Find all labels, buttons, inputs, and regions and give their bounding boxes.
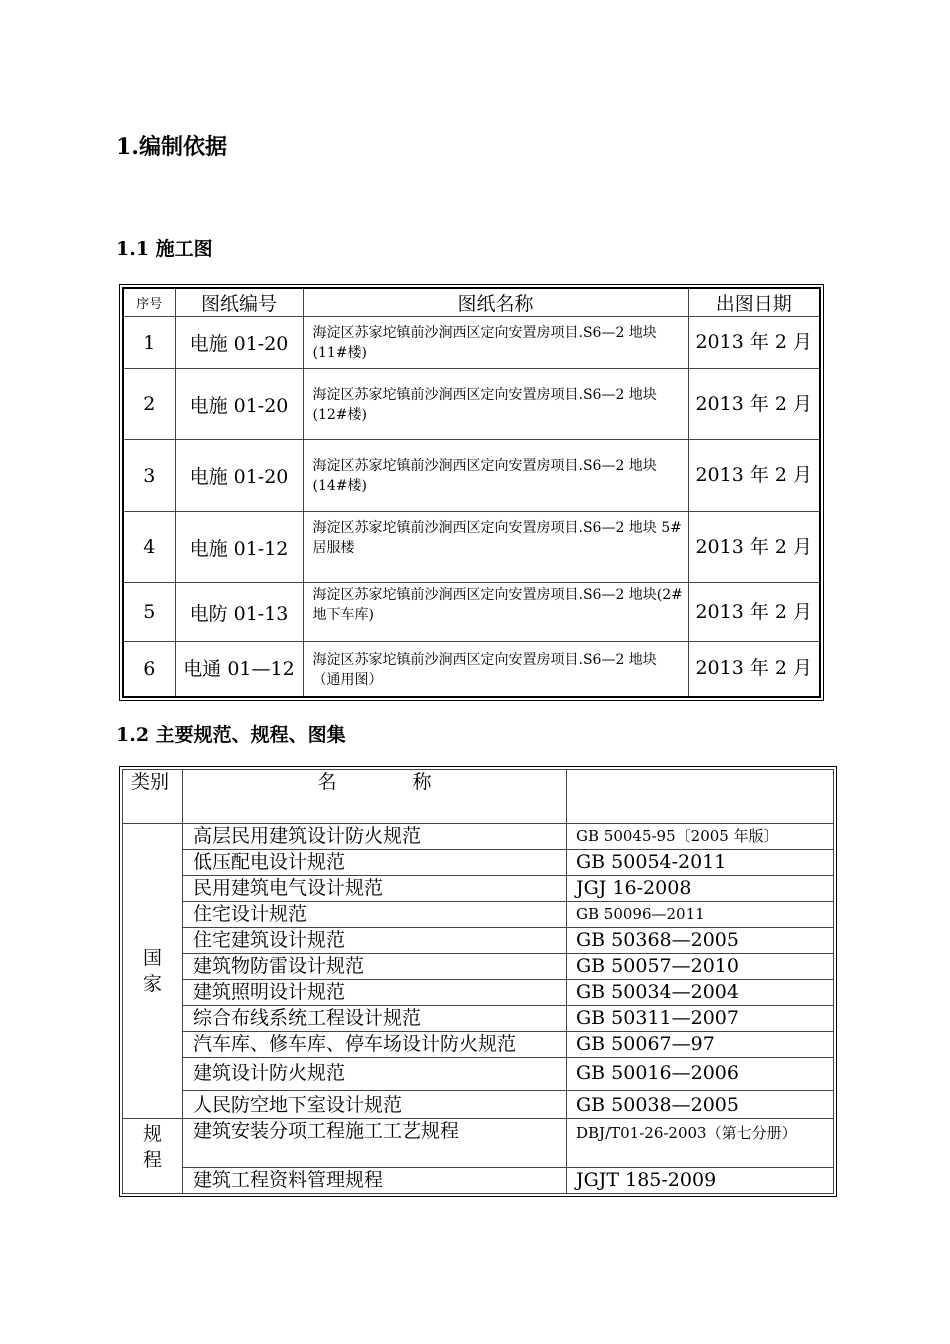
row-name: 海淀区苏家坨镇前沙涧西区定向安置房项目.S6—2 地块(11#楼) bbox=[303, 317, 688, 369]
row-date: 2013 年 2 月 bbox=[688, 512, 820, 583]
row-name: 海淀区苏家坨镇前沙涧西区定向安置房项目.S6—2 地块(14#楼) bbox=[303, 440, 688, 512]
row-name: 海淀区苏家坨镇前沙涧西区定向安置房项目.S6—2 地块（通用图） bbox=[303, 642, 688, 697]
table-row bbox=[123, 1058, 834, 1091]
table-row bbox=[123, 583, 820, 642]
table-row bbox=[123, 1032, 834, 1058]
row-code: 电施 01-20 bbox=[175, 317, 303, 369]
category-national-text: 国家 bbox=[142, 947, 162, 995]
standard-code: GB 50045-95〔2005 年版〕 bbox=[567, 824, 834, 850]
standard-code: JGJ 16-2008 bbox=[567, 876, 834, 902]
table-row bbox=[123, 1006, 834, 1032]
standard-code: GB 50067—97 bbox=[567, 1032, 834, 1058]
standard-name: 高层民用建筑设计防火规范 bbox=[183, 824, 567, 850]
row-code: 电通 01—12 bbox=[175, 642, 303, 697]
table-header-row bbox=[123, 288, 820, 317]
table-row bbox=[123, 1119, 834, 1168]
table-row bbox=[123, 1091, 834, 1119]
table-row bbox=[123, 980, 834, 1006]
standard-code: GB 50311—2007 bbox=[567, 1006, 834, 1032]
standard-code: GB 50016—2006 bbox=[567, 1058, 834, 1091]
standard-name: 住宅设计规范 bbox=[183, 902, 567, 928]
category-regulation bbox=[123, 1119, 183, 1194]
table-row bbox=[123, 876, 834, 902]
standard-name: 汽车库、修车库、停车场设计防火规范 bbox=[183, 1032, 567, 1058]
row-code: 电施 01-12 bbox=[175, 512, 303, 583]
col-header-name: 图纸名称 bbox=[303, 288, 688, 317]
table-header-row bbox=[123, 770, 834, 824]
row-date: 2013 年 2 月 bbox=[688, 583, 820, 642]
table-row bbox=[123, 850, 834, 876]
standard-name: 建筑安装分项工程施工工艺规程 bbox=[183, 1119, 567, 1168]
col-header-date: 出图日期 bbox=[688, 288, 820, 317]
row-no: 5 bbox=[123, 583, 175, 642]
row-no: 6 bbox=[123, 642, 175, 697]
row-name: 海淀区苏家坨镇前沙涧西区定向安置房项目.S6—2 地块(12#楼) bbox=[303, 369, 688, 440]
table-row bbox=[123, 642, 820, 697]
category-regulation-text: 规程 bbox=[142, 1123, 162, 1171]
standard-code: GB 50096—2011 bbox=[567, 902, 834, 928]
table-row bbox=[123, 824, 834, 850]
table-row bbox=[123, 954, 834, 980]
row-no: 2 bbox=[123, 369, 175, 440]
standard-code: GB 50054-2011 bbox=[567, 850, 834, 876]
table-row bbox=[123, 317, 820, 369]
row-no: 1 bbox=[123, 317, 175, 369]
standard-name: 建筑设计防火规范 bbox=[183, 1058, 567, 1091]
standard-name: 民用建筑电气设计规范 bbox=[183, 876, 567, 902]
standard-code: GB 50034—2004 bbox=[567, 980, 834, 1006]
table-row bbox=[123, 902, 834, 928]
standard-name: 住宅建筑设计规范 bbox=[183, 928, 567, 954]
row-no: 4 bbox=[123, 512, 175, 583]
row-date: 2013 年 2 月 bbox=[688, 440, 820, 512]
standards-table bbox=[122, 769, 834, 1194]
header-category-text: 类别 bbox=[131, 771, 170, 793]
col-header-code: 图纸编号 bbox=[175, 288, 303, 317]
standard-name: 综合布线系统工程设计规范 bbox=[183, 1006, 567, 1032]
row-code: 电施 01-20 bbox=[175, 369, 303, 440]
row-date: 2013 年 2 月 bbox=[688, 642, 820, 697]
row-name: 海淀区苏家坨镇前沙涧西区定向安置房项目.S6—2 地块(2#地下车库) bbox=[303, 583, 688, 642]
standard-name: 建筑物防雷设计规范 bbox=[183, 954, 567, 980]
table-row bbox=[123, 1168, 834, 1194]
standard-code: DBJ/T01-26-2003（第七分册） bbox=[567, 1119, 834, 1168]
category-national bbox=[123, 824, 183, 1119]
row-code: 电施 01-20 bbox=[175, 440, 303, 512]
row-code: 电防 01-13 bbox=[175, 583, 303, 642]
row-name: 海淀区苏家坨镇前沙涧西区定向安置房项目.S6—2 地块 5#居服楼 bbox=[303, 512, 688, 583]
table-row bbox=[123, 512, 820, 583]
row-date: 2013 年 2 月 bbox=[688, 369, 820, 440]
col-header-no: 序号 bbox=[123, 288, 175, 317]
section-title-standards: 1.2 主要规范、规程、图集 bbox=[116, 724, 346, 746]
table-row bbox=[123, 369, 820, 440]
table-row bbox=[123, 928, 834, 954]
col-header-name: 名 称 bbox=[183, 770, 567, 824]
standard-name: 建筑照明设计规范 bbox=[183, 980, 567, 1006]
standard-code: GB 50038—2005 bbox=[567, 1091, 834, 1119]
standard-code: GB 50057—2010 bbox=[567, 954, 834, 980]
heading-basis: 1.编制依据 bbox=[116, 134, 227, 160]
standard-code: GB 50368—2005 bbox=[567, 928, 834, 954]
col-header-category bbox=[123, 770, 183, 824]
col-header-code bbox=[567, 770, 834, 824]
row-date: 2013 年 2 月 bbox=[688, 317, 820, 369]
standard-name: 人民防空地下室设计规范 bbox=[183, 1091, 567, 1119]
standard-name: 建筑工程资料管理规程 bbox=[183, 1168, 567, 1194]
drawings-table bbox=[122, 287, 821, 698]
table-row bbox=[123, 440, 820, 512]
section-title-drawings: 1.1 施工图 bbox=[116, 238, 213, 260]
row-no: 3 bbox=[123, 440, 175, 512]
standard-code: JGJT 185-2009 bbox=[567, 1168, 834, 1194]
standard-name: 低压配电设计规范 bbox=[183, 850, 567, 876]
